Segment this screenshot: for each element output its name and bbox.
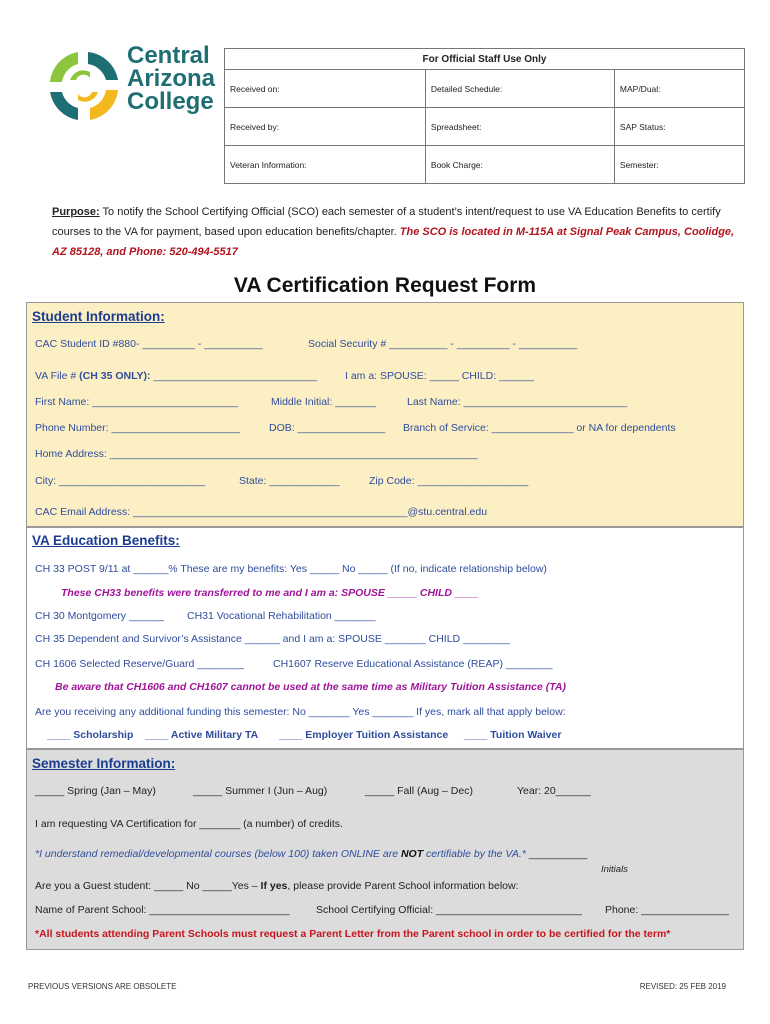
purpose-label: Purpose:	[52, 206, 100, 218]
student-information-section	[26, 302, 744, 527]
ch30-field[interactable]: CH 30 Montgomery ______	[35, 610, 164, 622]
revision-date: REVISED: 25 FEB 2019	[639, 982, 726, 991]
va-benefits-heading: VA Education Benefits:	[32, 533, 180, 548]
parent-phone-field[interactable]: Phone: _______________	[605, 904, 729, 916]
semester-info-heading: Semester Information:	[32, 756, 176, 771]
fall-option[interactable]: _____ Fall (Aug – Dec)	[365, 785, 473, 797]
initials-label: Initials	[601, 864, 628, 875]
guest-student-field[interactable]: Are you a Guest student: _____ No _____Yes – If yes, please provide Parent School information below:	[35, 880, 519, 892]
cac-student-id-field[interactable]: CAC Student ID #880- _________ - __________	[35, 338, 263, 350]
ta-warning: Be aware that CH1606 and CH1607 cannot be used at the same time as Military Tuition Assistance (TA)	[55, 681, 566, 693]
zip-code-field[interactable]: Zip Code: ___________________	[369, 475, 529, 487]
relationship-field[interactable]: I am a: SPOUSE: _____ CHILD: ______	[345, 370, 535, 382]
ch33-transfer-field[interactable]: These CH33 benefits were transferred to me and I am a: SPOUSE _____ CHILD ____	[61, 587, 479, 599]
book-charge-cell: Book Charge:	[425, 146, 614, 184]
phone-number-field[interactable]: Phone Number: ______________________	[35, 422, 240, 434]
detailed-schedule-cell: Detailed Schedule:	[425, 70, 614, 108]
student-info-heading: Student Information:	[32, 309, 165, 324]
semester-information-section	[26, 749, 744, 950]
ssn-field[interactable]: Social Security # __________ - _________ - __________	[308, 338, 578, 350]
ch33-field[interactable]: CH 33 POST 9/11 at ______% These are my benefits: Yes _____ No _____ (If no, indicate relationship below)	[35, 563, 547, 575]
college-name: Central Arizona College	[127, 42, 216, 115]
ch31-field[interactable]: CH31 Vocational Rehabilitation _______	[187, 610, 376, 622]
sco-location: The SCO is located in M-115A at Signal Peak Campus, Coolidge, AZ 85128, and Phone: 520-494-5517	[52, 226, 735, 258]
semester-cell: Semester:	[614, 146, 744, 184]
city-field[interactable]: City: _________________________	[35, 475, 205, 487]
received-by-cell: Received by:	[225, 108, 426, 146]
va-benefits-section	[26, 527, 744, 749]
additional-funding-field[interactable]: Are you receiving any additional funding this semester: No _______ Yes _______ If yes, mark all that apply below:	[35, 706, 566, 718]
obsolete-notice: PREVIOUS VERSIONS ARE OBSOLETE	[28, 982, 177, 991]
parent-school-name-field[interactable]: Name of Parent School: ________________________	[35, 904, 290, 916]
ch1606-field[interactable]: CH 1606 Selected Reserve/Guard ________	[35, 658, 244, 670]
active-military-ta-option[interactable]: ____ Active Military TA	[145, 729, 259, 741]
home-address-field[interactable]: Home Address: _______________________________________________________________	[35, 448, 478, 460]
dob-field[interactable]: DOB: _______________	[269, 422, 386, 434]
email-field[interactable]: CAC Email Address: _______________________________________________@stu.central.edu	[35, 506, 488, 518]
state-field[interactable]: State: ____________	[239, 475, 340, 487]
spreadsheet-cell: Spreadsheet:	[425, 108, 614, 146]
tuition-waiver-option[interactable]: ____ Tuition Waiver	[464, 729, 562, 741]
staff-table-header: For Official Staff Use Only	[225, 49, 745, 70]
va-file-field[interactable]: VA File # (CH 35 ONLY): ____________________________	[35, 370, 317, 382]
parent-sco-field[interactable]: School Certifying Official: _________________________	[316, 904, 583, 916]
parent-letter-note: *All students attending Parent Schools must request a Parent Letter from the Parent school in order to be certified for the term*	[35, 928, 671, 940]
sap-status-cell: SAP Status:	[614, 108, 744, 146]
scholarship-option[interactable]: ____ Scholarship	[47, 729, 134, 741]
received-on-cell: Received on:	[225, 70, 426, 108]
form-title: VA Certification Request Form	[233, 274, 537, 297]
first-name-field[interactable]: First Name: _________________________	[35, 396, 239, 408]
employer-tuition-option[interactable]: ____ Employer Tuition Assistance	[279, 729, 449, 741]
middle-initial-field[interactable]: Middle Initial: _______	[271, 396, 377, 408]
official-staff-table	[224, 48, 745, 184]
branch-of-service-field[interactable]: Branch of Service: ______________ or NA for dependents	[403, 422, 676, 434]
last-name-field[interactable]: Last Name: ____________________________	[407, 396, 628, 408]
ch1607-field[interactable]: CH1607 Reserve Educational Assistance (REAP) ________	[273, 658, 553, 670]
year-field[interactable]: Year: 20______	[517, 785, 591, 797]
online-course-acknowledgement[interactable]: *I understand remedial/developmental courses (below 100) taken ONLINE are NOT certifiable by the VA.* __________	[35, 848, 588, 860]
veteran-information-cell: Veteran Information:	[225, 146, 426, 184]
summer-option[interactable]: _____ Summer I (Jun – Aug)	[193, 785, 328, 797]
credits-field[interactable]: I am requesting VA Certification for _______ (a number) of credits.	[35, 818, 343, 830]
purpose-text: To notify the School Certifying Official (SCO) each semester of a student’s intent/request to use VA Education Benefits to certify courses to the VA for payment, based upon education benefits/chapter.	[52, 206, 721, 238]
map-dual-cell: MAP/Dual:	[614, 70, 744, 108]
ch35-field[interactable]: CH 35 Dependent and Survivor’s Assistance ______ and I am a: SPOUSE _______ CHILD ________	[35, 633, 510, 645]
purpose-paragraph	[52, 202, 742, 262]
spring-option[interactable]: _____ Spring (Jan – May)	[35, 785, 156, 797]
